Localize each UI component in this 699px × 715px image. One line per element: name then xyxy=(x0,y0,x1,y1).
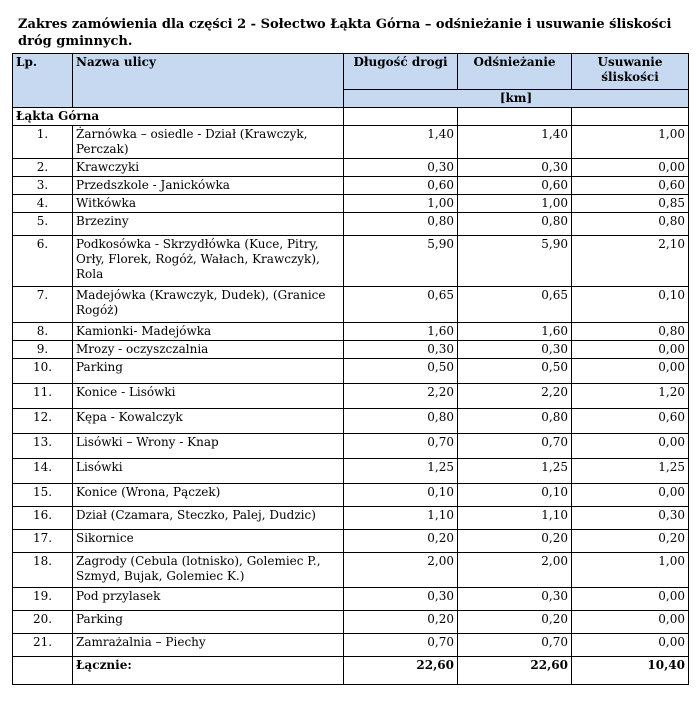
row-length: 0,20 xyxy=(344,530,458,553)
row-lp: 6. xyxy=(13,236,73,287)
row-lp: 13. xyxy=(13,434,73,459)
row-snow-removal: 0,20 xyxy=(458,530,572,553)
row-length: 1,00 xyxy=(344,195,458,213)
row-street-name: Sikornice xyxy=(73,530,344,553)
group-row xyxy=(13,108,689,126)
row-slipperiness: 0,80 xyxy=(572,213,689,236)
row-lp: 19. xyxy=(13,588,73,611)
row-slipperiness: 1,20 xyxy=(572,384,689,409)
row-slipperiness: 0,80 xyxy=(572,323,689,341)
row-length: 0,30 xyxy=(344,159,458,177)
row-lp: 21. xyxy=(13,634,73,657)
row-snow-removal: 0,80 xyxy=(458,409,572,434)
row-snow-removal: 0,20 xyxy=(458,611,572,634)
row-length: 0,65 xyxy=(344,287,458,323)
row-street-name: Zagrody (Cebula (lotnisko), Golemiec P., Szmyd, Bujak, Golemiec K.) xyxy=(73,553,344,588)
row-lp: 8. xyxy=(13,323,73,341)
row-lp: 2. xyxy=(13,159,73,177)
table-row xyxy=(13,484,689,507)
row-snow-removal: 2,00 xyxy=(458,553,572,588)
table-row xyxy=(13,634,689,657)
row-length: 1,25 xyxy=(344,459,458,484)
row-street-name: Konice (Wrona, Pączek) xyxy=(73,484,344,507)
row-snow-removal: 0,65 xyxy=(458,287,572,323)
table-row xyxy=(13,530,689,553)
row-snow-removal: 0,70 xyxy=(458,634,572,657)
table-row xyxy=(13,177,689,195)
row-street-name: Dział (Czamara, Steczko, Palej, Dudzic) xyxy=(73,507,344,530)
row-length: 0,70 xyxy=(344,434,458,459)
row-street-name: Podkosówka - Skrzydłówka (Kuce, Pitry, Orły, Florek, Rogóż, Wałach, Krawczyk), Rola xyxy=(73,236,344,287)
row-slipperiness: 0,00 xyxy=(572,341,689,359)
row-snow-removal: 0,80 xyxy=(458,213,572,236)
table-row xyxy=(13,287,689,323)
row-snow-removal: 1,10 xyxy=(458,507,572,530)
row-snow-removal: 1,00 xyxy=(458,195,572,213)
row-slipperiness: 0,00 xyxy=(572,159,689,177)
row-length: 0,10 xyxy=(344,484,458,507)
row-snow-removal: 0,10 xyxy=(458,484,572,507)
row-slipperiness: 0,00 xyxy=(572,588,689,611)
row-street-name: Parking xyxy=(73,359,344,384)
row-lp: 16. xyxy=(13,507,73,530)
row-lp: 7. xyxy=(13,287,73,323)
row-slipperiness: 0,00 xyxy=(572,484,689,507)
group-name: Łąkta Górna xyxy=(13,108,344,126)
row-street-name: Parking xyxy=(73,611,344,634)
group-empty-cell xyxy=(458,108,572,126)
row-lp: 15. xyxy=(13,484,73,507)
row-snow-removal: 1,25 xyxy=(458,459,572,484)
row-street-name: Pod przylasek xyxy=(73,588,344,611)
group-empty-cell xyxy=(572,108,689,126)
row-street-name: Mrozy - oczyszczalnia xyxy=(73,341,344,359)
row-lp: 10. xyxy=(13,359,73,384)
row-lp: 20. xyxy=(13,611,73,634)
row-snow-removal: 0,70 xyxy=(458,434,572,459)
total-label: Łącznie: xyxy=(73,657,344,685)
row-length: 1,40 xyxy=(344,126,458,159)
total-snow-removal: 22,60 xyxy=(458,657,572,685)
row-length: 5,90 xyxy=(344,236,458,287)
row-slipperiness: 0,10 xyxy=(572,287,689,323)
table-row xyxy=(13,553,689,588)
row-street-name: Przedszkole - Janickówka xyxy=(73,177,344,195)
row-lp: 17. xyxy=(13,530,73,553)
row-length: 2,20 xyxy=(344,384,458,409)
row-snow-removal: 1,60 xyxy=(458,323,572,341)
row-snow-removal: 1,40 xyxy=(458,126,572,159)
table-row xyxy=(13,507,689,530)
table-row xyxy=(13,323,689,341)
table-row xyxy=(13,434,689,459)
table-row xyxy=(13,126,689,159)
row-street-name: Brzeziny xyxy=(73,213,344,236)
row-street-name: Kamionki- Madejówka xyxy=(73,323,344,341)
row-slipperiness: 0,00 xyxy=(572,634,689,657)
row-slipperiness: 0,30 xyxy=(572,507,689,530)
total-slipperiness: 10,40 xyxy=(572,657,689,685)
header-lp: Lp. xyxy=(13,54,73,108)
table-row xyxy=(13,341,689,359)
row-length: 0,60 xyxy=(344,177,458,195)
table-row xyxy=(13,359,689,384)
header-snow-removal: Odśnieżanie xyxy=(458,54,572,90)
row-slipperiness: 0,60 xyxy=(572,177,689,195)
table-row xyxy=(13,409,689,434)
row-snow-removal: 0,30 xyxy=(458,159,572,177)
table-body xyxy=(13,108,689,657)
row-length: 0,20 xyxy=(344,611,458,634)
total-row xyxy=(13,657,689,685)
row-lp: 9. xyxy=(13,341,73,359)
row-slipperiness: 0,00 xyxy=(572,359,689,384)
row-length: 0,70 xyxy=(344,634,458,657)
row-lp: 5. xyxy=(13,213,73,236)
row-lp: 3. xyxy=(13,177,73,195)
table-row xyxy=(13,588,689,611)
row-slipperiness: 0,00 xyxy=(572,611,689,634)
group-empty-cell xyxy=(344,108,458,126)
row-slipperiness: 1,00 xyxy=(572,553,689,588)
row-street-name: Witkówka xyxy=(73,195,344,213)
row-lp: 18. xyxy=(13,553,73,588)
table-row xyxy=(13,611,689,634)
row-snow-removal: 0,30 xyxy=(458,588,572,611)
row-slipperiness: 0,00 xyxy=(572,434,689,459)
row-lp: 11. xyxy=(13,384,73,409)
row-slipperiness: 1,00 xyxy=(572,126,689,159)
row-lp: 14. xyxy=(13,459,73,484)
row-snow-removal: 0,50 xyxy=(458,359,572,384)
table-row xyxy=(13,195,689,213)
header-street-name: Nazwa ulicy xyxy=(73,54,344,108)
row-length: 0,30 xyxy=(344,341,458,359)
row-street-name: Kępa - Kowalczyk xyxy=(73,409,344,434)
row-street-name: Lisówki xyxy=(73,459,344,484)
row-snow-removal: 5,90 xyxy=(458,236,572,287)
header-slipperiness: Usuwanie śliskości xyxy=(572,54,689,90)
table-row xyxy=(13,213,689,236)
row-length: 0,50 xyxy=(344,359,458,384)
row-slipperiness: 2,10 xyxy=(572,236,689,287)
row-length: 1,10 xyxy=(344,507,458,530)
row-lp: 4. xyxy=(13,195,73,213)
header-length: Długość drogi xyxy=(344,54,458,90)
row-street-name: Madejówka (Krawczyk, Dudek), (Granice Rogóż) xyxy=(73,287,344,323)
row-lp: 12. xyxy=(13,409,73,434)
table-row xyxy=(13,159,689,177)
row-length: 2,00 xyxy=(344,553,458,588)
row-slipperiness: 0,20 xyxy=(572,530,689,553)
row-snow-removal: 2,20 xyxy=(458,384,572,409)
table-row xyxy=(13,236,689,287)
table-row xyxy=(13,459,689,484)
row-length: 0,80 xyxy=(344,409,458,434)
streets-table xyxy=(12,53,689,685)
row-snow-removal: 0,60 xyxy=(458,177,572,195)
row-street-name: Lisówki – Wrony - Knap xyxy=(73,434,344,459)
row-length: 1,60 xyxy=(344,323,458,341)
row-street-name: Krawczyki xyxy=(73,159,344,177)
row-slipperiness: 1,25 xyxy=(572,459,689,484)
table-row xyxy=(13,384,689,409)
total-empty-cell xyxy=(13,657,73,685)
total-length: 22,60 xyxy=(344,657,458,685)
row-slipperiness: 0,60 xyxy=(572,409,689,434)
row-street-name: Zamrażalnia – Piechy xyxy=(73,634,344,657)
header-unit: [km] xyxy=(344,90,689,108)
row-length: 0,80 xyxy=(344,213,458,236)
row-slipperiness: 0,85 xyxy=(572,195,689,213)
row-lp: 1. xyxy=(13,126,73,159)
document-title: Zakres zamówienia dla części 2 - Sołectwo Łąkta Górna – odśnieżanie i usuwanie śliskości dróg gminnych. xyxy=(18,17,672,49)
row-snow-removal: 0,30 xyxy=(458,341,572,359)
row-street-name: Konice - Lisówki xyxy=(73,384,344,409)
row-street-name: Żarnówka – osiedle - Dział (Krawczyk, Perczak) xyxy=(73,126,344,159)
row-length: 0,30 xyxy=(344,588,458,611)
